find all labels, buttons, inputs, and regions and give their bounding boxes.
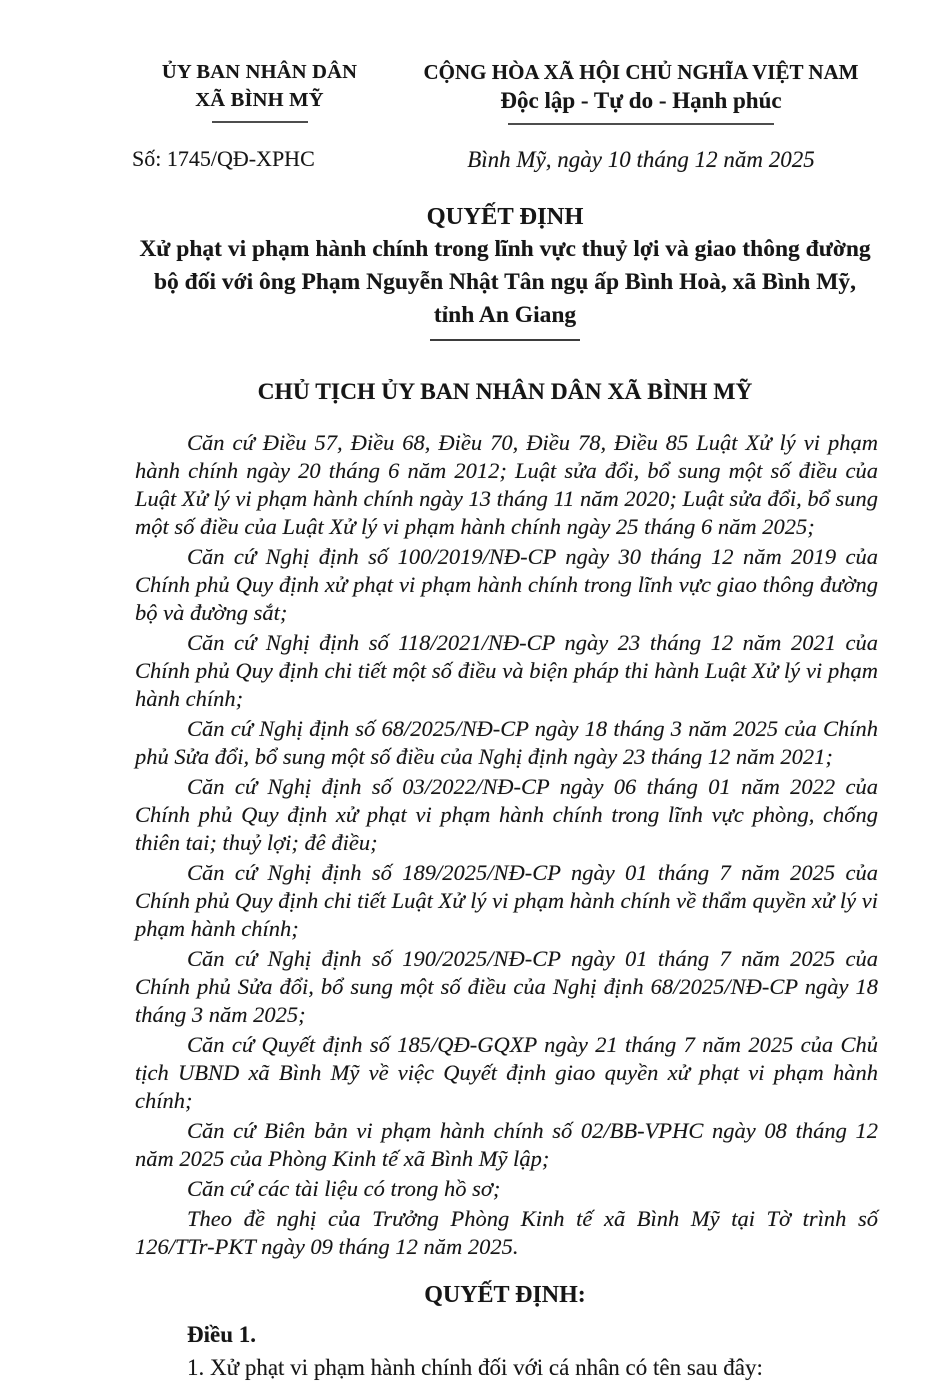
recital-paragraph: Căn cứ Điều 57, Điều 68, Điều 70, Điều 78, Điều 85 Luật Xử lý vi phạm hành chính ngày 20 tháng 6 năm 2012; Luật sửa đổi, bổ sung một số điều của Luật Xử lý vi phạm hành chính ngày 13 tháng 11 năm 2020; Luật sửa đổi, bổ sung một số điều của Luật Xử lý vi phạm hành chính ngày 25 tháng 6 năm 2025; xyxy=(135,430,878,539)
document-subtitle-line: Xử phạt vi phạm hành chính trong lĩnh vực thuỷ lợi và giao thông đường xyxy=(139,236,871,262)
national-motto-block xyxy=(420,58,862,175)
issuing-org-block xyxy=(132,58,387,173)
recital-paragraph: Căn cứ Nghị định số 03/2022/NĐ-CP ngày 06 tháng 01 năm 2022 của Chính phủ Quy định xử phạt vi phạm hành chính trong lĩnh vực phòng, chống thiên tai; thuỷ lợi; đê điều; xyxy=(135,774,878,855)
national-motto-line2: Độc lập - Tự do - Hạnh phúc xyxy=(500,88,782,113)
subtitle-underline xyxy=(430,339,580,341)
article-1-heading: Điều 1. xyxy=(187,1322,256,1347)
recital-paragraph: Căn cứ Quyết định số 185/QĐ-GQXP ngày 21 tháng 7 năm 2025 của Chủ tịch UBND xã Bình Mỹ về việc Quyết định giao quyền xử phạt vi phạm hành chính; xyxy=(135,1032,878,1113)
issuer-heading: CHỦ TỊCH ỦY BAN NHÂN DÂN XÃ BÌNH MỸ xyxy=(257,379,753,405)
document-header xyxy=(0,0,950,175)
recital-paragraph: Căn cứ Nghị định số 68/2025/NĐ-CP ngày 18 tháng 3 năm 2025 của Chính phủ Sửa đổi, bổ sung một số điều của Nghị định ngày 23 tháng 12 năm 2021; xyxy=(135,716,878,769)
recital-paragraph: Căn cứ các tài liệu có trong hồ sơ; xyxy=(187,1176,501,1201)
document-title: QUYẾT ĐỊNH xyxy=(426,203,584,230)
title-block xyxy=(0,201,950,341)
document-number: Số: 1745/QĐ-XPHC xyxy=(132,146,315,171)
recital-paragraph: Căn cứ Nghị định số 100/2019/NĐ-CP ngày 30 tháng 12 năm 2019 của Chính phủ Quy định xử phạt vi phạm hành chính trong lĩnh vực giao thông đường bộ và đường sắt; xyxy=(135,544,878,625)
recital-paragraph: Căn cứ Nghị định số 118/2021/NĐ-CP ngày 23 tháng 12 năm 2021 của Chính phủ Quy định chi tiết một số điều và biện pháp thi hành Luật Xử lý vi phạm hành chính; xyxy=(135,630,878,711)
issuing-org-underline xyxy=(212,121,308,123)
recitals-section xyxy=(135,429,878,1261)
place-and-date: Bình Mỹ, ngày 10 tháng 12 năm 2025 xyxy=(467,147,815,172)
recital-paragraph: Căn cứ Biên bản vi phạm hành chính số 02/BB-VPHC ngày 08 tháng 12 năm 2025 của Phòng Kinh tế xã Bình Mỹ lập; xyxy=(135,1118,878,1171)
article-1-text: 1. Xử phạt vi phạm hành chính đối với cá nhân có tên sau đây: xyxy=(187,1355,763,1380)
recital-paragraph: Căn cứ Nghị định số 190/2025/NĐ-CP ngày 01 tháng 7 năm 2025 của Chính phủ Sửa đổi, bổ sung một số điều của Nghị định 68/2025/NĐ-CP ngày 18 tháng 3 năm 2025; xyxy=(135,946,878,1027)
document-subtitle-line: tỉnh An Giang xyxy=(433,302,577,328)
issuing-org-line2: XÃ BÌNH MỸ xyxy=(195,89,324,111)
decision-heading: QUYẾT ĐỊNH: xyxy=(424,1282,586,1308)
national-motto-underline xyxy=(508,123,774,125)
national-motto-line1: CỘNG HÒA XÃ HỘI CHỦ NGHĨA VIỆT NAM xyxy=(423,60,859,84)
document-subtitle-line: bộ đối với ông Phạm Nguyễn Nhật Tân ngụ ấp Bình Hoà, xã Bình Mỹ, xyxy=(153,269,857,295)
recital-paragraph: Căn cứ Nghị định số 189/2025/NĐ-CP ngày 01 tháng 7 năm 2025 của Chính phủ Quy định chi tiết Luật Xử lý vi phạm hành chính về thẩm quyền xử lý vi phạm hành chính; xyxy=(135,860,878,941)
recital-paragraph: Theo đề nghị của Trưởng Phòng Kinh tế xã Bình Mỹ tại Tờ trình số 126/TTr-PKT ngày 09 tháng 12 năm 2025. xyxy=(135,1206,878,1259)
issuing-org-line1: ỦY BAN NHÂN DÂN xyxy=(161,61,358,83)
